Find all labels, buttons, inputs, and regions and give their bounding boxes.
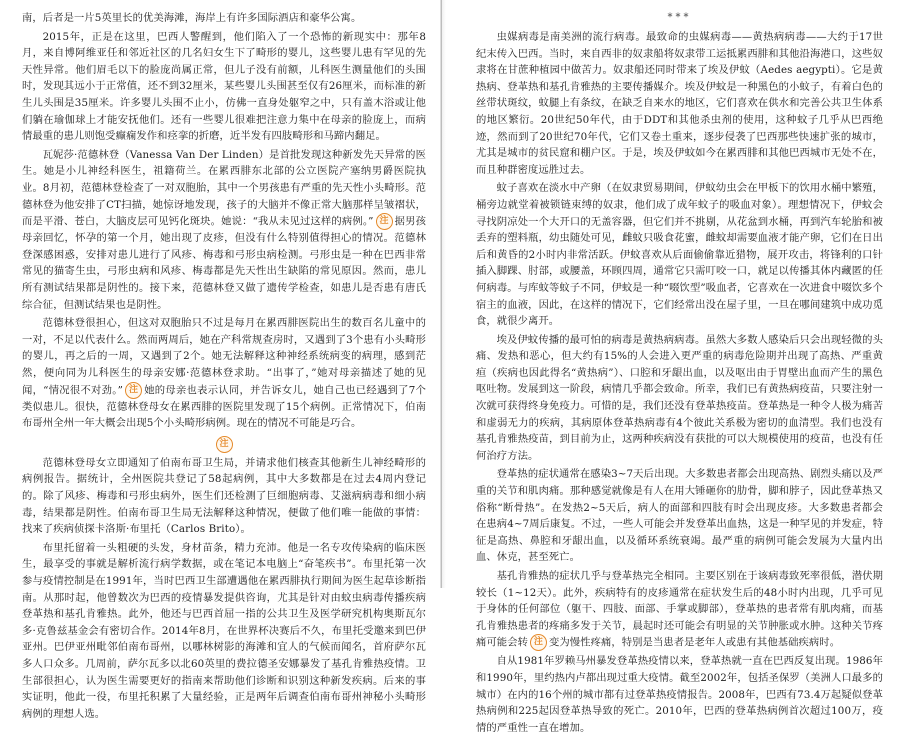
paragraph-text: 她的母亲也表示认同，并告诉女儿，她自己也已经遇到了7个类似患儿。很快，范德林登母女在累西腓的医院里发现了15个病例。正常情况下，伯南布哥州全州一年大概会出现5个小头畸形病例。现在的情况不可能是巧合。 <box>22 384 427 430</box>
right-page <box>446 0 899 734</box>
paragraph <box>476 568 883 651</box>
paragraph-text: 范德林登很担心，但这对双胞胎只不过是每月在累西腓医院出生的数百名儿童中的一对，不足以代表什么。然而两周后，她在产科常规查房时，又遇到了3个患有小头畸形的婴儿，再之后的一周，又遇到了2个。她无法解释这种神经系统病变的病理，感到茫然，便向同为儿科医生的母亲安娜·范德林登求助。“出事了，”她对母亲描述了她的见闻，“情况很不对劲。” <box>22 317 426 397</box>
paragraph-text: 变为慢性疼痛，特别是当患者是老年人或患有其他基础疾病时。 <box>548 636 841 649</box>
paragraph: 范德林登母女立即通知了伯南布哥卫生局，并请求他们核查其他新生儿神经畸形的病例报告。据统计，全州医院共登记了58起病例，其中大多数都是在过去4周内登记的。除了风疹、梅毒和弓形虫病外，医生们还检测了巨细胞病毒、艾滋病病毒和细小病毒，结果都是阴性。伯南布哥卫生局无法解释这种情况，便做了他们唯一能做的事情：找来了疾病侦探卡洛斯·布里托（Carlos Brito）。 <box>22 456 426 536</box>
note-icon[interactable]: 注 <box>125 382 142 399</box>
page-divider <box>441 0 442 588</box>
left-page <box>0 0 440 720</box>
paragraph: 蚊子喜欢在淡水中产卵（在奴隶贸易期间，伊蚊幼虫会在甲板下的饮用水桶中繁殖，桶旁边就堂着被锁链束缚的奴隶，他们成了成年蚊子的吸血对象）。理想情况下，伊蚊会寻找阴凉处一个大开口的无盖容器，但它们并不挑剔，从花盆到水桶，再到汽车轮胎和被丢弃的塑料瓶，幼虫随处可见，雌蚊只吸食花蜜，雌蚊却需要血液才能产卵，它们在日出后和黄昏的2小时内非常活跃。伊蚊喜欢从后面偷偷靠近猎物，展开攻击，将锋利的口针插入脚踝、肘部，或腰盖，环顾四周，通常它只需叮咬一口，就足以传播其体内藏匿的任何病毒。与库蚊等蚊子不同，伊蚊是一种“啜饮型”吸血者，它喜欢在一次进食中啜饮多个宿主的血液，因此，在这样的情况下，它们经常出没在屋子里，一旦在哪间建筑中成功觅食，就很少离开。 <box>476 182 883 328</box>
section-separator: *** <box>667 12 692 23</box>
paragraph: 虫媒病毒是南美洲的流行病毒。最致命的虫媒病毒——黄热病病毒——大约于17世纪末传入巴西。当时，来自西非的奴隶船将奴隶带工运抵累西腓和其他沿海港口，这些奴隶将在甘蔗种植园中做苦力。奴隶船还同时带来了埃及伊蚊（Aedes aegypti）。它是黄热病、登革热和基孔肯雅热的主要传播媒介。埃及伊蚊是一种黑色的小蚊子，有着白色的丝带状斑纹，蚊腿上有条纹，在缺乏自来水的地区，它们喜欢在供水和完善公共卫生体系的地区繁衍。20世纪50年代，由于DDT和其他杀虫剂的使用，这种蚊子几乎从巴西绝迹，然而到了20世纪70年代，它们又卷土重来，逐步侵袭了巴西那些快速扩张的城市，尤其是城市的贫民窟和棚户区。于是，埃及伊蚊如今在累西腓和其他巴西城市无处不在，而且种群密度远胜过去。 <box>476 31 883 176</box>
paragraph <box>22 147 426 313</box>
paragraph: 自从1981年罗赖马州暴发登革热疫情以来，登革热就一直在巴西反复出现。1986年和1990年，里约热内卢都出现过重大疫情。截至2002年，包括圣保罗（美洲人口最多的城市）在内的16个州的城市都有过登革热疫情报告。2008年，巴西有73.4万起疑似登革热病例和225起因登革热导致的死亡。2010年，巴西的登革热病例首次超过100万，疫情的严重性一直在增加。 <box>476 655 883 734</box>
paragraph-text: 基孔肯雅热的症状几乎与登革热完全相同。主要区别在于该病毒致死率很低，潜伏期较长（1~12天）。此外，疾病特有的皮疹通常在症状发生后的48小时内出现，几乎可见于身体的任何部位（躯干、四肢、面部、手掌或脚部），登革热的患者常有肌肉痛，而基孔肯雅热患者的疼痛多发于关节，晨起时还可能会有明显的关节肿胀或水肿。这种关节疼痛可能会转 <box>476 570 883 649</box>
note-icon[interactable]: 注 <box>530 634 547 651</box>
note-icon[interactable]: 注 <box>376 213 393 230</box>
paragraph <box>22 315 426 432</box>
note-icon[interactable]: 注 <box>216 436 233 453</box>
paragraph: 南，后者是一片5英里长的优美海滩，海岸上有许多国际酒店和豪华公寓。 <box>22 12 362 24</box>
paragraph: 登革热的症状通常在感染3~7天后出现。大多数患者都会出现高热、剧烈头痛以及严重的关节和肌肉痛。那种感觉就像是有人在用大锤砸你的肋骨，脚和脖子，因此登革热又俗称“断骨热”。在发热2~5天后，病人的面部和四肢有时会出现皮疹。大多数患者都会在患病4~7周后康复。不过，一些人可能会并发登革出血热，这是一种罕见的并发症，特征是高热、鼻腔和牙龈出血，以及循环系统衰竭。最严重的病例可能会发展为大量内出血、休克，甚至死亡。 <box>476 468 883 564</box>
paragraph: 布里托留着一头粗硬的头发，身材苗条，精力充沛。他是一名专攻传染病的临床医生，最享受的事就是解析流行病学数据，或在笔记本电脑上“奋笔疾书”。布里托第一次参与疫情控制是在1991年，当时巴西卫生部遭遇他在累西腓执行期间为医生起草诊断指南。从那时起，他曾数次为巴西的疫情暴发提供咨询，尤其是针对由蚊虫病毒传播疾病登革热和基孔肯雅热。此外，他还与巴西首屈一指的公共卫生及医学研究机构奥斯瓦尔多·克鲁兹基金会有密切合作。2014年8月，在世界杯决赛后不久，布里托受邀来到巴伊亚州。巴伊亚州毗邻伯南布哥州，以哪林树影的海滩和宜人的气候而闻名，首府萨尔瓦多人口众多。几周前，萨尔瓦多以北60英里的费拉德圣安娜暴发了基孔肯雅热疫情。卫生部很担心，认为医生需要更好的指南来帮助他们诊断和识别这种新发疾病。后来的事实证明，他此一役，布里托积累了大量经验，正是两年后调查伯南布哥州神秘小头畸形病例的理想人选。 <box>22 541 426 720</box>
paragraph: 2015年，正是在这里，巴西人警醒到，他们陷入了一个恐怖的新现实中：那年8月，来自博阿维亚任和邻近社区的几名妇女生下了畸形的婴儿，这些婴儿患有罕见的先天性异常。他们眉毛以下的脸庞尚属正常，但儿子没有前额，儿科医生测量他们的头围时，发现其远小于正常值，还不到32厘米，某些婴儿头围甚至仅有26厘米，而标准的新生儿头围是35厘米。许多婴儿头围不止小，仿佛一直身处躯窄之中，只有盖木浴或让他们躺在瑜伽球上才能安抚他们。还有一些婴儿很难把注意力集中在母亲的脸庞上，而病情最重的患儿则饱受癫痫发作和痉挛的折磨，近半发有四肢畸形和马蹄内翻足。 <box>22 30 426 143</box>
paragraph-text: 瓦妮莎·范德林登（Vanessa Van Der Linden）是首批发现这种新发先天异常的医生。她是小儿神经科医生，祖籍荷兰。在累西腓东北部的公立医院产塞纳男爵医院执业。8月初，范德林登检查了一对双胞胎，其中一个男孩患有严重的先天性小头畸形。范德林登为他安排了CT扫描，她惊讶地发现，孩子的大脑并不像正常大脑那样呈皱褶状，而是平滑、苍白，大脑皮层可见钙化斑块。她说：“我从未见过这样的病例。” <box>22 148 426 228</box>
paragraph-text: 据男孩母亲回忆，怀孕的第一个月，她出现了皮疹，但没有什么特别值得担心的情况。范德林登深感困惑，安排对患儿进行了风疹、梅毒和弓形虫病检测。弓形虫是一种在巴西非常常见的猫寄生虫，弓形虫病和风疹、梅毒都是先天性出生缺陷的常见原因。然而，患儿所有测试结果都是阴性的。接下来，范德林登又做了遗传学检查，如患儿是否患有唐氏综合征，但测试结果也是阴性。 <box>22 215 426 311</box>
paragraph: 埃及伊蚊传播的最可怕的病毒是黄热病病毒。虽然大多数人感染后只会出现轻微的头痛、发热和恶心，但大约有15%的人会进入更严重的病毒危险期并出现了高热、严重黄疸（疾病也因此得名“黄热病”）、口腔和牙龈出血，以及呕出由于胃壁出血而产生的黑色呕吐物。发展到这一阶段，病情几乎都会致命。所幸，我们已有黄热病疫苗，只要注射一次就可获得终身免疫力。可惜的是，我们还没有登革热疫苗。登革热是一种令人极为痛苦和虚弱无力的疾病，其病原体登革热病毒有4个彼此关系极为密切的血清型。我们也没有基孔肯雅热疫苗，到目前为止，这两种疾病没有获批的可以大规模使用的疫苗，也没有任何治疗方法。 <box>476 333 883 462</box>
